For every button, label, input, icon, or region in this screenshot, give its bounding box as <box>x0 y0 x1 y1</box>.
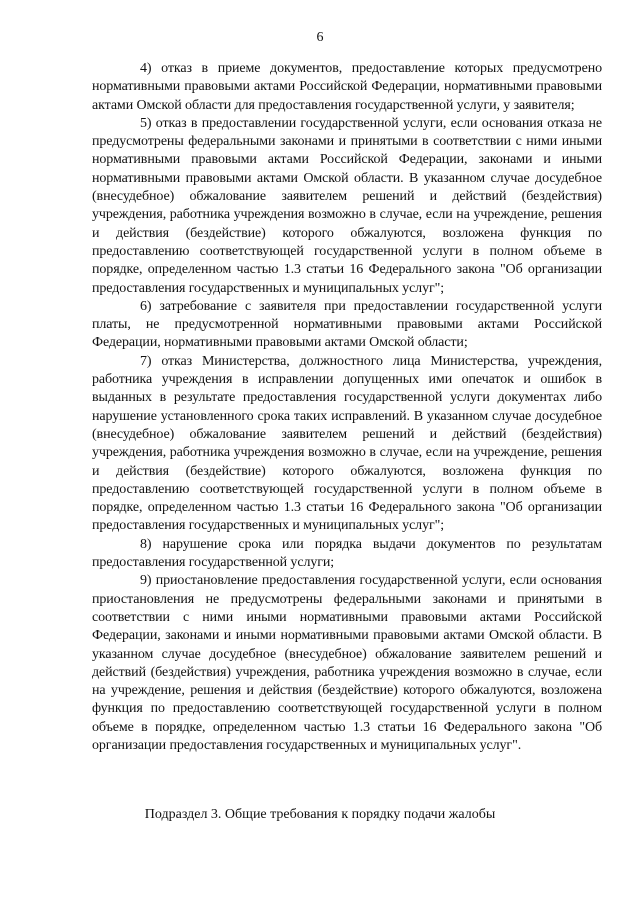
page-number: 6 <box>316 30 324 45</box>
paragraph-item-7: 7) отказ Министерства, должностного лица Министерства, учреждения, работника учреждения в исправлении допущенных ими опечаток и ошибок в выданных в результате предоставления государственной услуги документах либо нарушение установленного срока таких исправлений. В указанном случае досудебное (внесудебное) обжалование заявителем решений и действий (бездействия) учреждения, работника учреждения возможно в случае, если на учреждение, решения и действия (бездействие) которого обжалуются, возложена функция по предоставлению соответствующей государственной услуги в полном объеме в порядке, определенном частью 1.3 статьи 16 Федерального закона "Об организации предоставления государственных и муниципальных услуг"; <box>92 353 602 534</box>
subsection-heading: Подраздел 3. Общие требования к порядку подачи жалобы <box>144 807 496 822</box>
paragraph-item-8: 8) нарушение срока или порядка выдачи документов по результатам предоставления государственной услуги; <box>92 536 602 571</box>
paragraph-item-9: 9) приостановление предоставления государственной услуги, если основания приостановления не предусмотрены федеральными законами и принятыми в соответствии с ними иными нормативными правовыми актами Российской Федерации, законами и иными нормативными правовыми актами Омской области. В указанном случае досудебное (внесудебное) обжалование заявителем решений и действий (бездействия) учреждения, работника учреждения возможно в случае, если на учреждение, решения и действия (бездействие) которого обжалуются, возложена функция по предоставлению соответствующей государственной услуги в полном объеме в порядке, определенном частью 1.3 статьи 16 Федерального закона "Об организации предоставления государственных и муниципальных услуг". <box>92 573 602 753</box>
document-body <box>92 60 602 755</box>
paragraph-item-6: 6) затребование с заявителя при предоставлении государственной услуги платы, не предусмотренной нормативными правовыми актами Российской Федерации, нормативными правовыми актами Омской области; <box>92 298 602 351</box>
paragraph-item-4: 4) отказ в приеме документов, предоставление которых предусмотрено нормативными правовыми актами Российской Федерации, нормативными правовыми актами Омской области для предоставления государственной услуги, у заявителя; <box>92 61 602 113</box>
paragraph-item-5: 5) отказ в предоставлении государственной услуги, если основания отказа не предусмотрены федеральными законами и принятыми в соответствии с ними иными нормативными правовыми актами Российской Федерации, законами и иными нормативными правовыми актами Омской области. В указанном случае досудебное (внесудебное) обжалование заявителем решений и действий (бездействия) учреждения, работника учреждения возможно в случае, если на учреждение, решения и действия (бездействие) которого обжалуются, возложена функция по предоставлению соответствующей государственной услуги в полном объеме в порядке, определенном частью 1.3 статьи 16 Федерального закона "Об организации предоставления государственных и муниципальных услуг"; <box>92 115 602 296</box>
